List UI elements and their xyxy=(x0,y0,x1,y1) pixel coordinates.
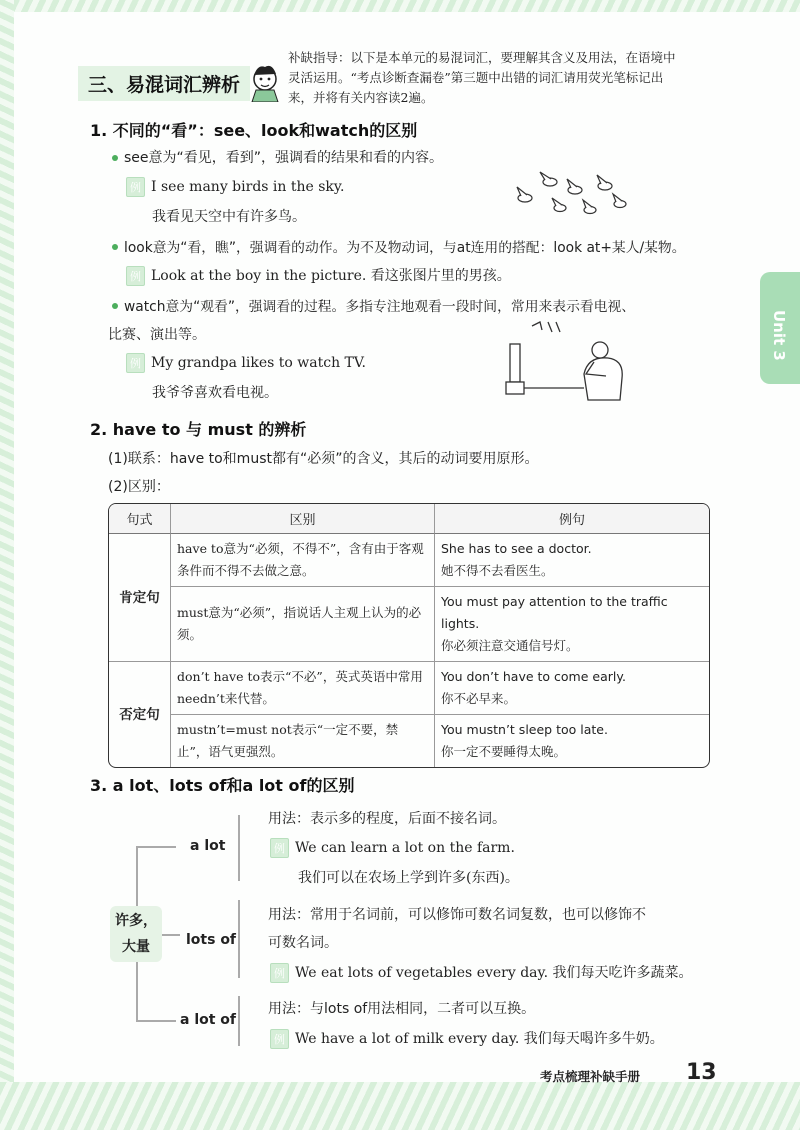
decorative-border-top xyxy=(0,0,800,12)
tree-connector xyxy=(162,934,180,936)
table-cell-kind: 肯定句 xyxy=(109,534,171,662)
table-cell-diff: don’t have to表示“不必”，英式英语中常用needn’t来代替。 xyxy=(171,662,435,715)
tree-connector xyxy=(238,996,240,1046)
table-cell-example xyxy=(435,587,709,662)
a-lot-of-usage: 用法：与lots of用法相同，二者可以互换。 xyxy=(268,1001,536,1017)
example-zh: 她不得不去看医生。 xyxy=(441,563,554,578)
tree-connector xyxy=(238,815,240,881)
unit-side-tab xyxy=(760,272,800,384)
table-cell-diff: mustn’t=must not表示“一定不要，禁止”，语气更强烈。 xyxy=(171,715,435,767)
example-badge: 例 xyxy=(126,353,145,373)
tree-connector xyxy=(136,846,176,848)
lots-of-usage-line1: 用法：常用于名词前，可以修饰可数名词复数，也可以修饰不 xyxy=(268,907,646,923)
table-cell-diff: have to意为“必须，不得不”，含有由于客观条件而不得不去做之意。 xyxy=(171,534,435,587)
tree-connector xyxy=(136,1020,176,1022)
part2-heading: 2. have to 与 must 的辨析 xyxy=(90,420,307,439)
section-title: 三、易混词汇辨析 xyxy=(78,66,250,101)
example-zh: 你不必早来。 xyxy=(441,691,517,706)
birds-illustration-icon xyxy=(505,170,635,222)
tip-line: 灵活运用。“考点诊断查漏卷”第三题中出错的词汇请用荧光笔标记出 xyxy=(288,70,664,85)
example-en: She has to see a doctor. xyxy=(441,541,592,556)
student-avatar-icon xyxy=(248,62,282,102)
table-cell-example xyxy=(435,715,709,767)
decorative-border-left xyxy=(0,0,14,1130)
example-badge: 例 xyxy=(270,838,289,858)
table-row xyxy=(109,715,709,767)
tree-root-line: 大量 xyxy=(122,939,150,955)
part3-heading: 3. a lot、lots of和a lot of的区别 xyxy=(90,776,355,795)
table-row xyxy=(109,662,709,715)
table-row xyxy=(109,534,709,587)
example-zh: 你必须注意交通信号灯。 xyxy=(441,638,579,653)
tip-line: 来，并将有关内容读2遍。 xyxy=(288,90,434,105)
table-cell-diff: must意为“必须”，指说话人主观上认为的必须。 xyxy=(171,587,435,662)
footer-book-title: 考点梳理补缺手册 xyxy=(540,1069,641,1084)
watch-rule-line2: 比赛、演出等。 xyxy=(108,327,206,343)
tree-connector xyxy=(136,846,138,906)
part2-line2: (2)区别： xyxy=(108,479,170,495)
table-header: 区别 xyxy=(171,504,435,534)
part2-line1: (1)联系：have to和must都有“必须”的含义，其后的动词要用原形。 xyxy=(108,451,539,467)
example-badge: 例 xyxy=(126,177,145,197)
see-example-en: I see many birds in the sky. xyxy=(151,179,345,195)
tree-root-line: 许多， xyxy=(115,913,157,929)
part1-heading: 1. 不同的“看”：see、look和watch的区别 xyxy=(90,121,418,140)
tree-root xyxy=(110,906,162,962)
a-lot-of-example: We have a lot of milk every day. 我们每天喝许多牛奶。 xyxy=(295,1031,664,1047)
watch-rule-line1: watch意为“观看”，强调看的过程。多指专注地观看一段时间，常用来表示看电视、 xyxy=(124,299,636,315)
page-number: 13 xyxy=(686,1060,717,1085)
table-header: 例句 xyxy=(435,504,709,534)
see-rule: see意为“看见，看到”，强调看的结果和看的内容。 xyxy=(124,150,444,166)
look-example: Look at the boy in the picture. 看这张图片里的男孩。 xyxy=(151,268,511,284)
table-cell-example xyxy=(435,534,709,587)
term-a-lot: a lot xyxy=(190,838,226,854)
table-header-row xyxy=(109,504,709,534)
a-lot-usage: 用法：表示多的程度，后面不接名词。 xyxy=(268,811,506,827)
example-en: You must pay attention to the traffic lights. xyxy=(441,594,668,631)
table-header: 句式 xyxy=(109,504,171,534)
example-en: You don’t have to come early. xyxy=(441,669,626,684)
look-rule: look意为“看，瞧”，强调看的动作。为不及物动词，与at连用的搭配：look at+某人/某物。 xyxy=(124,240,686,256)
tip-line: 补缺指导：以下是本单元的易混词汇，要理解其含义及用法，在语境中 xyxy=(288,50,676,65)
term-a-lot-of: a lot of xyxy=(180,1012,237,1028)
grandpa-watching-tv-icon xyxy=(496,316,638,406)
example-badge: 例 xyxy=(126,266,145,286)
watch-example-en: My grandpa likes to watch TV. xyxy=(151,355,367,371)
example-zh: 你一定不要睡得太晚。 xyxy=(441,744,567,759)
table-cell-kind: 否定句 xyxy=(109,662,171,767)
decorative-border-bottom xyxy=(0,1082,800,1130)
tree-connector xyxy=(238,900,240,978)
bullet xyxy=(112,303,118,309)
a-lot-example-zh: 我们可以在农场上学到许多(东西)。 xyxy=(298,870,519,886)
comparison-table xyxy=(108,503,710,768)
watch-example-zh: 我爷爷喜欢看电视。 xyxy=(152,385,278,401)
table-cell-example xyxy=(435,662,709,715)
see-example-zh: 我看见天空中有许多鸟。 xyxy=(152,209,306,225)
term-lots-of: lots of xyxy=(186,932,237,948)
bullet xyxy=(112,155,118,161)
example-badge: 例 xyxy=(270,963,289,983)
tip-box xyxy=(288,48,708,108)
lots-of-usage-line2: 可数名词。 xyxy=(268,935,338,951)
lots-of-example: We eat lots of vegetables every day. 我们每天吃许多蔬菜。 xyxy=(295,965,693,981)
unit-tab-label: Unit 3 xyxy=(770,310,788,361)
example-badge: 例 xyxy=(270,1029,289,1049)
a-lot-example-en: We can learn a lot on the farm. xyxy=(295,840,515,856)
tree-connector xyxy=(136,962,138,1020)
bullet xyxy=(112,244,118,250)
example-en: You mustn’t sleep too late. xyxy=(441,722,608,737)
table-row xyxy=(109,587,709,662)
